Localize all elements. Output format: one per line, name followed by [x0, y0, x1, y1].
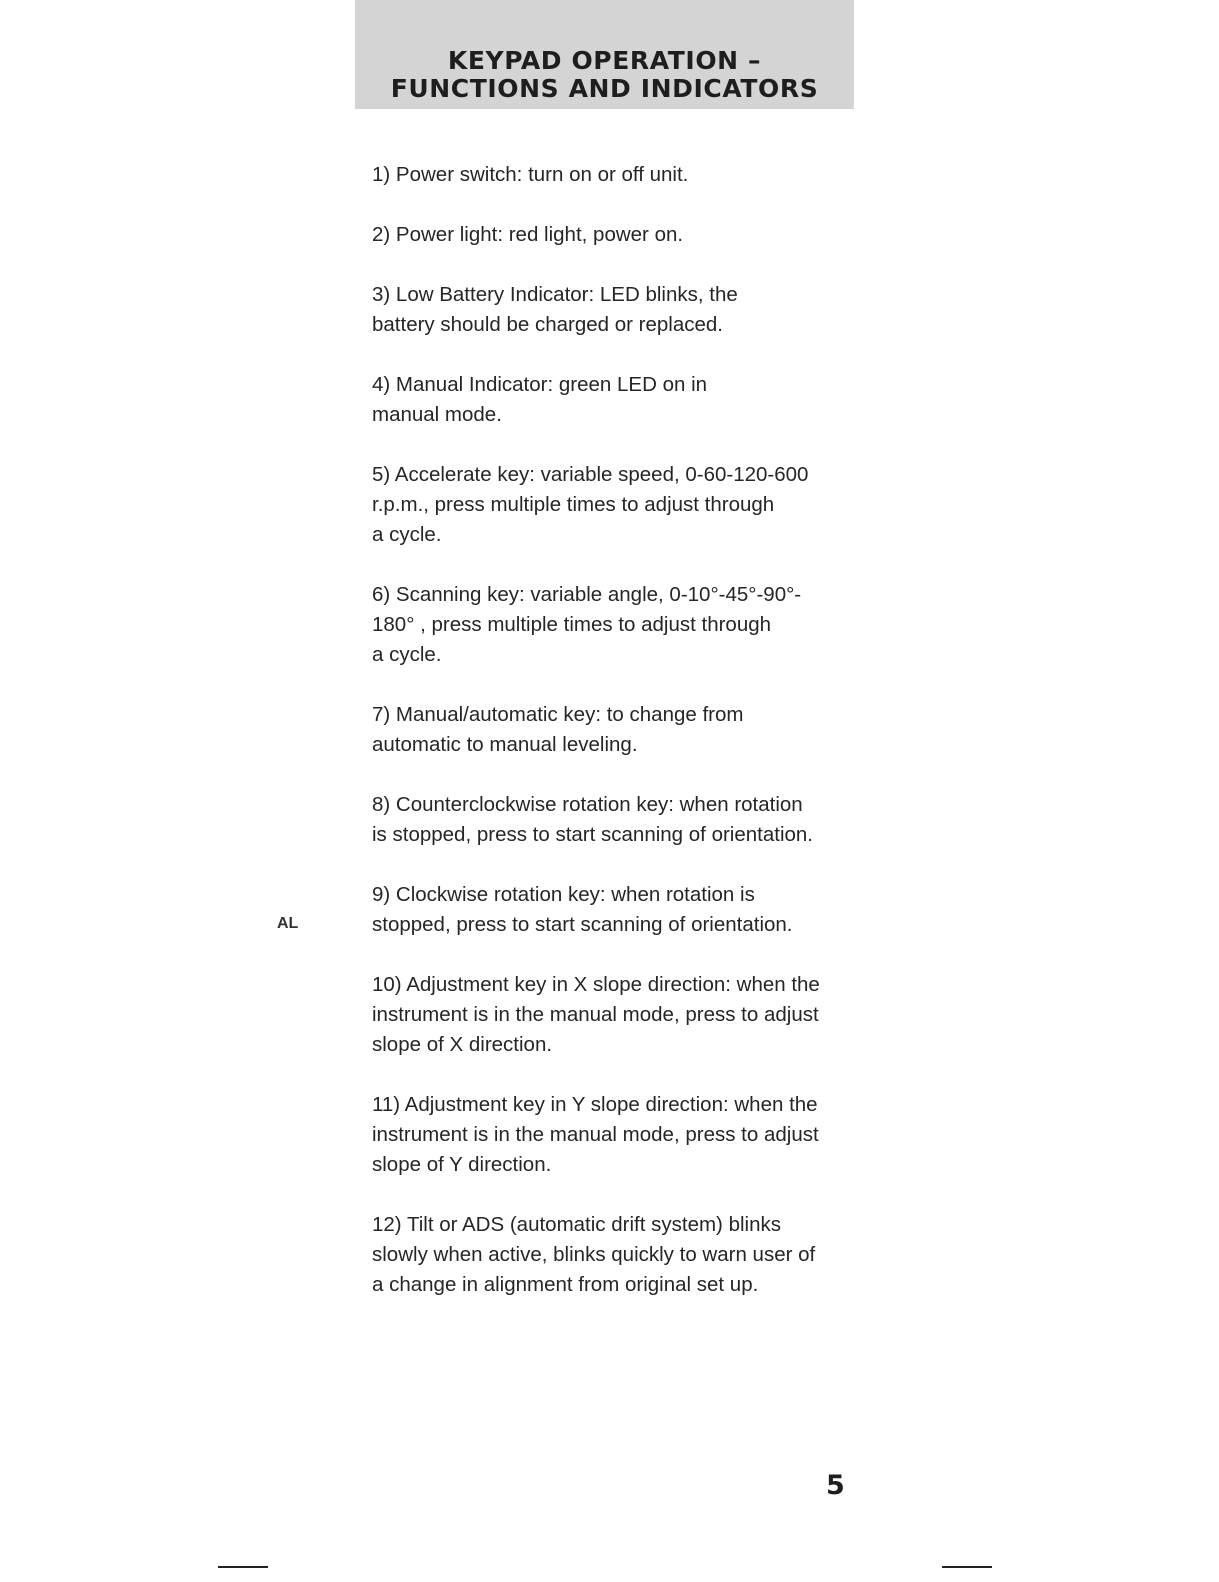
item-line: 6) Scanning key: variable angle, 0-10°-45°-90°- — [372, 583, 802, 606]
list-item — [372, 220, 842, 250]
list-item — [372, 700, 842, 760]
page-title-line-1: KEYPAD OPERATION – — [447, 46, 762, 75]
margin-label: AL — [277, 915, 299, 932]
item-line: 3) Low Battery Indicator: LED blinks, the — [372, 283, 738, 306]
item-line: 11) Adjustment key in Y slope direction: when the — [372, 1093, 818, 1116]
item-line: a change in alignment from original set up. — [372, 1273, 759, 1296]
item-line: slope of Y direction. — [372, 1153, 552, 1176]
list-item — [372, 460, 842, 550]
function-list — [372, 160, 842, 1330]
item-line: a cycle. — [372, 523, 442, 546]
page-number: 5 — [826, 1470, 845, 1501]
list-item — [372, 280, 842, 340]
item-line: r.p.m., press multiple times to adjust through — [372, 493, 775, 516]
item-line: instrument is in the manual mode, press to adjust — [372, 1123, 819, 1146]
list-item — [372, 370, 842, 430]
item-line: slope of X direction. — [372, 1033, 553, 1056]
page-title — [355, 47, 854, 103]
item-line: instrument is in the manual mode, press to adjust — [372, 1003, 819, 1026]
list-item — [372, 1090, 842, 1180]
item-line: battery should be charged or replaced. — [372, 313, 724, 336]
item-line: automatic to manual leveling. — [372, 733, 638, 756]
item-line: 9) Clockwise rotation key: when rotation is — [372, 883, 755, 906]
item-line: 7) Manual/automatic key: to change from — [372, 703, 744, 726]
crop-mark-left — [218, 1566, 268, 1568]
item-line: a cycle. — [372, 643, 442, 666]
item-line: 4) Manual Indicator: green LED on in — [372, 373, 708, 396]
item-line: 12) Tilt or ADS (automatic drift system) blinks — [372, 1213, 781, 1236]
item-line: 1) Power switch: turn on or off unit. — [372, 163, 689, 186]
list-item — [372, 880, 842, 940]
item-line: 2) Power light: red light, power on. — [372, 223, 684, 246]
item-line: slowly when active, blinks quickly to warn user of — [372, 1243, 816, 1266]
list-item — [372, 1210, 842, 1300]
item-line: 8) Counterclockwise rotation key: when rotation — [372, 793, 803, 816]
list-item — [372, 580, 842, 670]
crop-mark-right — [942, 1566, 992, 1568]
item-line: stopped, press to start scanning of orientation. — [372, 913, 793, 936]
item-line: 10) Adjustment key in X slope direction: when the — [372, 973, 820, 996]
item-line: 5) Accelerate key: variable speed, 0-60-120-600 — [372, 463, 809, 486]
list-item — [372, 970, 842, 1060]
list-item — [372, 160, 842, 190]
item-line: is stopped, press to start scanning of orientation. — [372, 823, 814, 846]
item-line: manual mode. — [372, 403, 502, 426]
item-line: 180° , press multiple times to adjust through — [372, 613, 772, 636]
list-item — [372, 790, 842, 850]
page-title-line-2: FUNCTIONS AND INDICATORS — [390, 74, 819, 103]
